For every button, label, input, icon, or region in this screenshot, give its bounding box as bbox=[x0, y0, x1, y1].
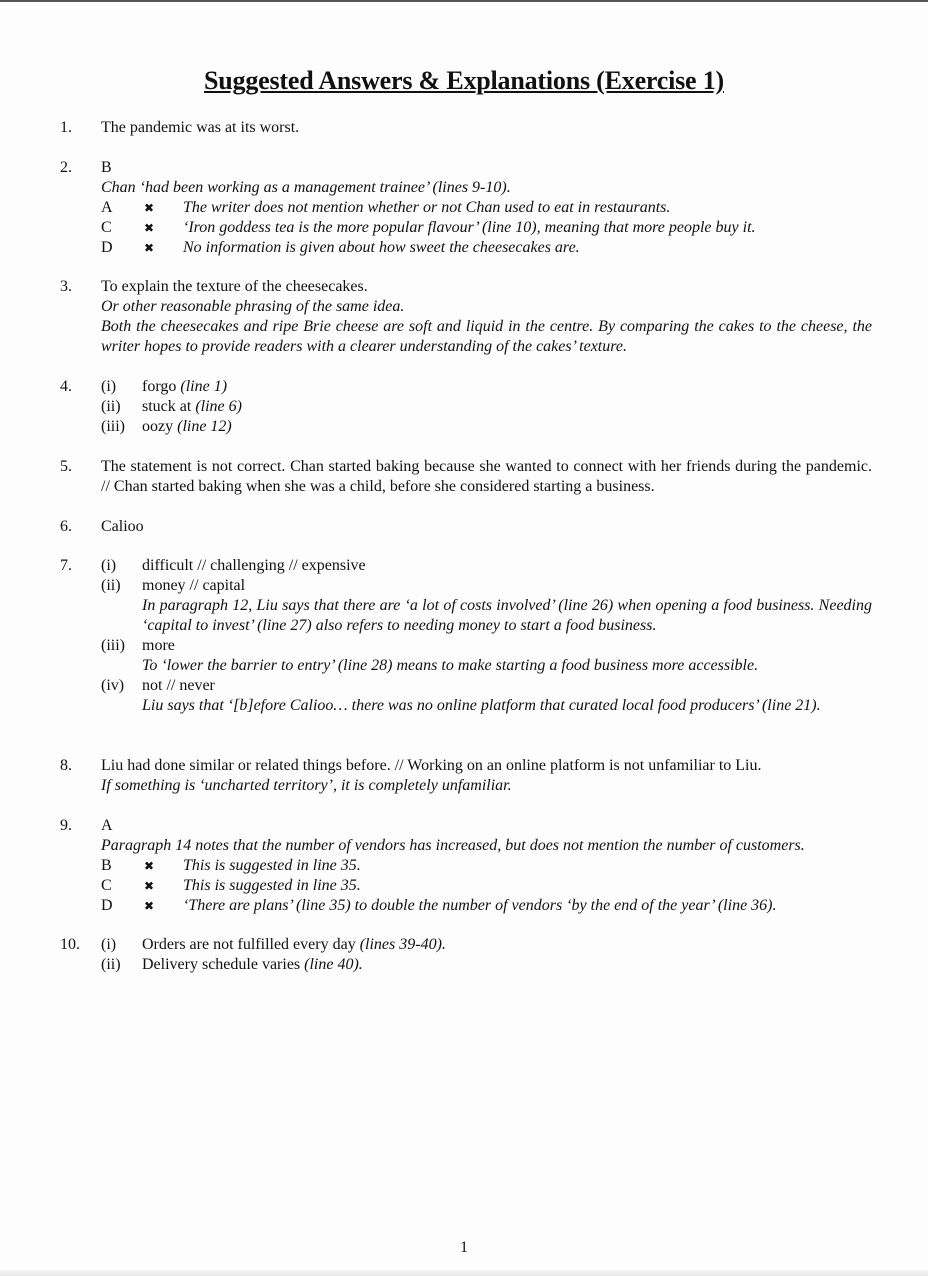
answer: To explain the texture of the cheesecakes. bbox=[101, 278, 368, 295]
option-explanation: This is suggested in line 35. bbox=[183, 857, 361, 874]
sub-answer bbox=[101, 935, 872, 955]
option-letter: C bbox=[101, 877, 112, 894]
answer: not // never bbox=[142, 677, 215, 694]
option-row bbox=[101, 198, 872, 218]
answer: oozy bbox=[142, 418, 174, 435]
line-reference: (line 40). bbox=[304, 956, 363, 973]
answer: Liu had done similar or related things before. // Working on an online platform is not unfamiliar to Liu. bbox=[101, 757, 762, 774]
line-reference: (line 6) bbox=[195, 398, 242, 415]
option-letter: C bbox=[101, 219, 112, 236]
question-number: 1. bbox=[60, 119, 72, 136]
sub-answer bbox=[101, 397, 872, 417]
roman-numeral: (i) bbox=[101, 378, 117, 395]
option-row bbox=[101, 218, 872, 238]
option-letter: D bbox=[101, 897, 113, 914]
line-reference: (line 12) bbox=[177, 418, 232, 435]
question-number: 8. bbox=[60, 757, 72, 774]
sub-answer bbox=[101, 377, 872, 397]
explanation: To ‘lower the barrier to entry’ (line 28) means to make starting a food business more accessible. bbox=[142, 657, 759, 674]
roman-numeral: (iv) bbox=[101, 677, 125, 694]
roman-numeral: (iii) bbox=[101, 637, 125, 654]
answer: The statement is not correct. Chan started baking because she wanted to connect with her friends during the pandemic. // Chan started baking when she was a child, before she considered starting a business. bbox=[101, 458, 872, 495]
question-number: 5. bbox=[60, 458, 72, 475]
sub-answer bbox=[101, 576, 872, 636]
explanation: Paragraph 14 notes that the number of vendors has increased, but does not mention the number of customers. bbox=[101, 837, 805, 854]
question-number: 9. bbox=[60, 817, 72, 834]
question-number: 3. bbox=[60, 278, 72, 295]
roman-numeral: (iii) bbox=[101, 418, 125, 435]
option-explanation: No information is given about how sweet the cheesecakes are. bbox=[183, 239, 580, 256]
line-reference: (lines 39-40). bbox=[359, 936, 446, 953]
answer: B bbox=[101, 159, 112, 176]
answer: Delivery schedule varies bbox=[142, 956, 301, 973]
question-number: 7. bbox=[60, 557, 72, 574]
sub-answer bbox=[101, 676, 872, 716]
question-number: 6. bbox=[60, 518, 72, 535]
page-title: Suggested Answers & Explanations (Exercise 1) bbox=[204, 66, 724, 95]
answer: A bbox=[101, 817, 113, 834]
answer: difficult // challenging // expensive bbox=[142, 557, 366, 574]
option-explanation: This is suggested in line 35. bbox=[183, 877, 361, 894]
explanation: Both the cheesecakes and ripe Brie cheese are soft and liquid in the centre. By comparing the cakes to the cheese, the writer hopes to provide readers with a clearer understanding of the cakes’ texture. bbox=[101, 318, 872, 355]
answer: Orders are not fulfilled every day bbox=[142, 936, 356, 953]
answer: more bbox=[142, 637, 175, 654]
explanation: Liu says that ‘[b]efore Calioo… there was no online platform that curated local food producers’ (line 21). bbox=[142, 697, 821, 714]
option-row bbox=[101, 238, 872, 258]
option-row bbox=[101, 876, 872, 896]
roman-numeral: (i) bbox=[101, 557, 117, 574]
question-number: 4. bbox=[60, 378, 72, 395]
alternative-note: Or other reasonable phrasing of the same idea. bbox=[101, 298, 405, 315]
option-explanation: ‘There are plans’ (line 35) to double the number of vendors ‘by the end of the year’ (line 36). bbox=[183, 897, 777, 914]
cross-icon: ✖ bbox=[144, 899, 155, 913]
option-letter: D bbox=[101, 239, 113, 256]
cross-icon: ✖ bbox=[144, 879, 155, 893]
option-letter: A bbox=[101, 199, 113, 216]
sub-answer bbox=[101, 556, 872, 576]
answer: The pandemic was at its worst. bbox=[101, 119, 300, 136]
explanation: If something is ‘uncharted territory’, it is completely unfamiliar. bbox=[101, 777, 512, 794]
sub-answer bbox=[101, 955, 872, 975]
option-explanation: ‘Iron goddess tea is the more popular flavour’ (line 10), meaning that more people buy it. bbox=[183, 219, 756, 236]
cross-icon: ✖ bbox=[144, 241, 155, 255]
roman-numeral: (i) bbox=[101, 936, 117, 953]
roman-numeral: (ii) bbox=[101, 956, 121, 973]
sub-answer bbox=[101, 417, 872, 437]
line-reference: (line 1) bbox=[180, 378, 228, 395]
top-border bbox=[0, 0, 928, 2]
answer: money // capital bbox=[142, 577, 246, 594]
question-number: 10. bbox=[60, 936, 80, 953]
option-explanation: The writer does not mention whether or not Chan used to eat in restaurants. bbox=[183, 199, 671, 216]
cross-icon: ✖ bbox=[144, 201, 155, 215]
answer: forgo bbox=[142, 378, 177, 395]
option-row bbox=[101, 856, 872, 876]
roman-numeral: (ii) bbox=[101, 577, 121, 594]
answer: Calioo bbox=[101, 518, 144, 535]
cross-icon: ✖ bbox=[144, 221, 155, 235]
page-number: 1 bbox=[460, 1239, 468, 1256]
page-bottom-edge bbox=[0, 1270, 928, 1276]
sub-answer bbox=[101, 636, 872, 676]
answer: stuck at bbox=[142, 398, 192, 415]
option-letter: B bbox=[101, 857, 112, 874]
explanation: In paragraph 12, Liu says that there are ‘a lot of costs involved’ (line 26) when opening a food business. Needing ‘capital to invest’ (line 27) also refers to needing money to start a food business. bbox=[142, 597, 872, 634]
option-row bbox=[101, 896, 872, 916]
explanation: Chan ‘had been working as a management trainee’ (lines 9-10). bbox=[101, 179, 511, 196]
roman-numeral: (ii) bbox=[101, 398, 121, 415]
cross-icon: ✖ bbox=[144, 859, 155, 873]
question-number: 2. bbox=[60, 159, 72, 176]
